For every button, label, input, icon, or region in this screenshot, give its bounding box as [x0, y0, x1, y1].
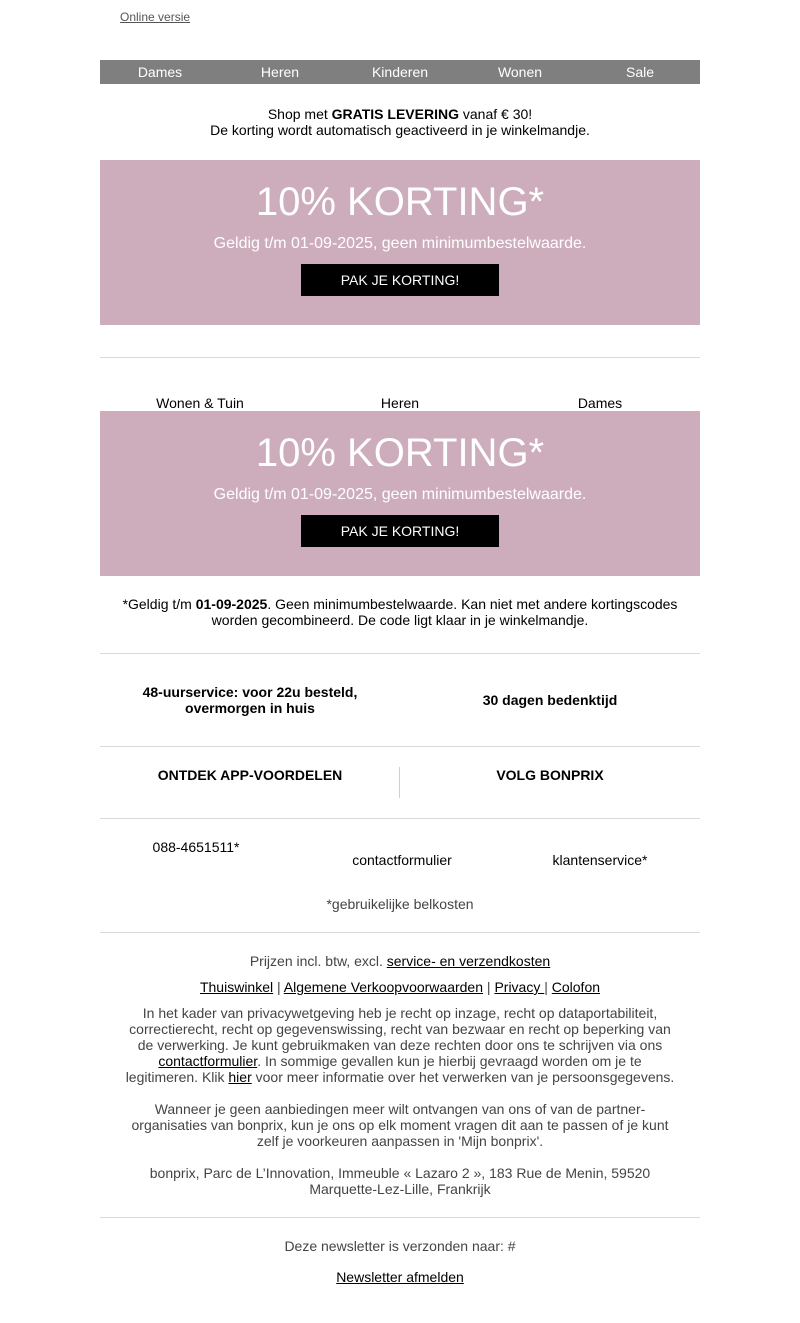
- shipping-suffix: vanaf € 30!: [458, 106, 533, 122]
- shipping-banner: [100, 106, 700, 138]
- privacy-here-link[interactable]: hier: [228, 1069, 252, 1085]
- nav-item-sale[interactable]: Sale: [625, 64, 655, 80]
- divider: [100, 818, 700, 819]
- optout-text: Wanneer je geen aanbiedingen meer wilt ontvangen van ons of van de partner-organisaties van bonprix, kun je ons op elk moment vragen dit aan te passen of je kunt zelf je voorkeuren aanpassen in 'Mijn bonprix'.: [131, 1101, 669, 1149]
- promo-title: 10% KORTING*: [255, 431, 545, 475]
- nav-item-wonen[interactable]: Wonen: [497, 64, 543, 80]
- privacy-text-1: In het kader van privacywetgeving heb je recht op inzage, recht op dataportabiliteit, correctierecht, recht op gegevenswissing, recht van bezwaar en recht op beperking van de verwerking. Je kunt gebruikmaken van deze rechten door ons te schrijven via ons: [129, 1005, 671, 1053]
- category-links: [100, 395, 700, 411]
- category-dames[interactable]: Dames: [577, 395, 623, 411]
- privacy-link[interactable]: Privacy: [494, 979, 545, 995]
- promo-banner-2[interactable]: [100, 411, 700, 576]
- follow-bonprix-link[interactable]: VOLG BONPRIX: [496, 767, 604, 783]
- unsubscribe-wrap: [100, 1269, 700, 1285]
- usp-delivery: 48-uurservice: voor 22u besteld, overmorgen in huis: [142, 684, 358, 716]
- divider: [100, 653, 700, 654]
- separator: |: [544, 979, 552, 995]
- app-benefits-link[interactable]: ONTDEK APP-VOORDELEN: [157, 767, 343, 783]
- promo-subtitle: Geldig t/m 01-09-2025, geen minimumbestelwaarde.: [213, 235, 587, 252]
- promo-button[interactable]: PAK JE KORTING!: [301, 515, 499, 547]
- nav-item-kinderen[interactable]: Kinderen: [371, 64, 429, 80]
- colofon-link[interactable]: Colofon: [551, 979, 601, 995]
- nav-item-heren[interactable]: Heren: [260, 64, 300, 80]
- privacy-contact-form-link[interactable]: contactformulier: [158, 1053, 258, 1069]
- shipping-note: De korting wordt automatisch geactiveerd in je winkelmandje.: [210, 122, 590, 138]
- phone-number[interactable]: 088-4651511*: [152, 839, 240, 855]
- top-navigation: [100, 60, 700, 84]
- promo-title: 10% KORTING*: [255, 180, 545, 224]
- legal-links: [100, 979, 700, 995]
- privacy-text-2: . In sommige gevallen kun je hierbij gevraagd worden om je te legitimeren. Klik: [125, 1053, 642, 1085]
- disclaimer-text: . Geen minimumbestelwaarde. Kan niet met andere kortingscodes worden gecombineerd. De code ligt klaar in je winkelmandje.: [211, 596, 678, 628]
- nav-item-dames[interactable]: Dames: [137, 64, 183, 80]
- prices-note: [100, 953, 700, 969]
- divider: [100, 932, 700, 933]
- shipping-free: GRATIS LEVERING: [331, 106, 459, 122]
- separator: |: [483, 979, 495, 995]
- unsubscribe-link[interactable]: Newsletter afmelden: [336, 1269, 464, 1285]
- contact-form-link[interactable]: contactformulier: [352, 852, 452, 868]
- privacy-text: [122, 1005, 678, 1085]
- usp-return: 30 dagen bedenktijd: [482, 692, 618, 708]
- disclaimer: [118, 596, 682, 628]
- privacy-text-3: voor meer informatie over het verwerken van je persoonsgegevens.: [251, 1069, 675, 1085]
- online-version-link[interactable]: Online versie: [120, 10, 191, 24]
- divider: [100, 746, 700, 747]
- promo-subtitle: Geldig t/m 01-09-2025, geen minimumbestelwaarde.: [213, 486, 587, 503]
- disclaimer-prefix: *Geldig t/m: [122, 596, 196, 612]
- divider: [100, 357, 700, 358]
- company-address: bonprix, Parc de L’Innovation, Immeuble « Lazaro 2 », 183 Rue de Menin, 59520 Marquette-Lez-Lille, Frankrijk: [149, 1165, 651, 1197]
- thuiswinkel-link[interactable]: Thuiswinkel: [199, 979, 274, 995]
- promo-button[interactable]: PAK JE KORTING!: [301, 264, 499, 296]
- promo-banner-1[interactable]: [100, 160, 700, 325]
- shipping-costs-link[interactable]: service- en verzendkosten: [386, 953, 551, 969]
- prices-prefix: Prijzen incl. btw, excl.: [249, 953, 387, 969]
- separator: |: [273, 979, 284, 995]
- customer-service-link[interactable]: klantenservice*: [552, 852, 648, 868]
- disclaimer-date: 01-09-2025: [195, 596, 268, 612]
- category-wonen-tuin[interactable]: Wonen & Tuin: [156, 395, 244, 411]
- category-heren[interactable]: Heren: [380, 395, 420, 411]
- terms-link[interactable]: Algemene Verkoopvoorwaarden: [283, 979, 484, 995]
- sent-to-note: Deze newsletter is verzonden naar: #: [284, 1238, 516, 1254]
- shipping-prefix: Shop met: [267, 106, 332, 122]
- divider: [100, 1217, 700, 1218]
- call-cost-note: *gebruikelijke belkosten: [326, 896, 474, 912]
